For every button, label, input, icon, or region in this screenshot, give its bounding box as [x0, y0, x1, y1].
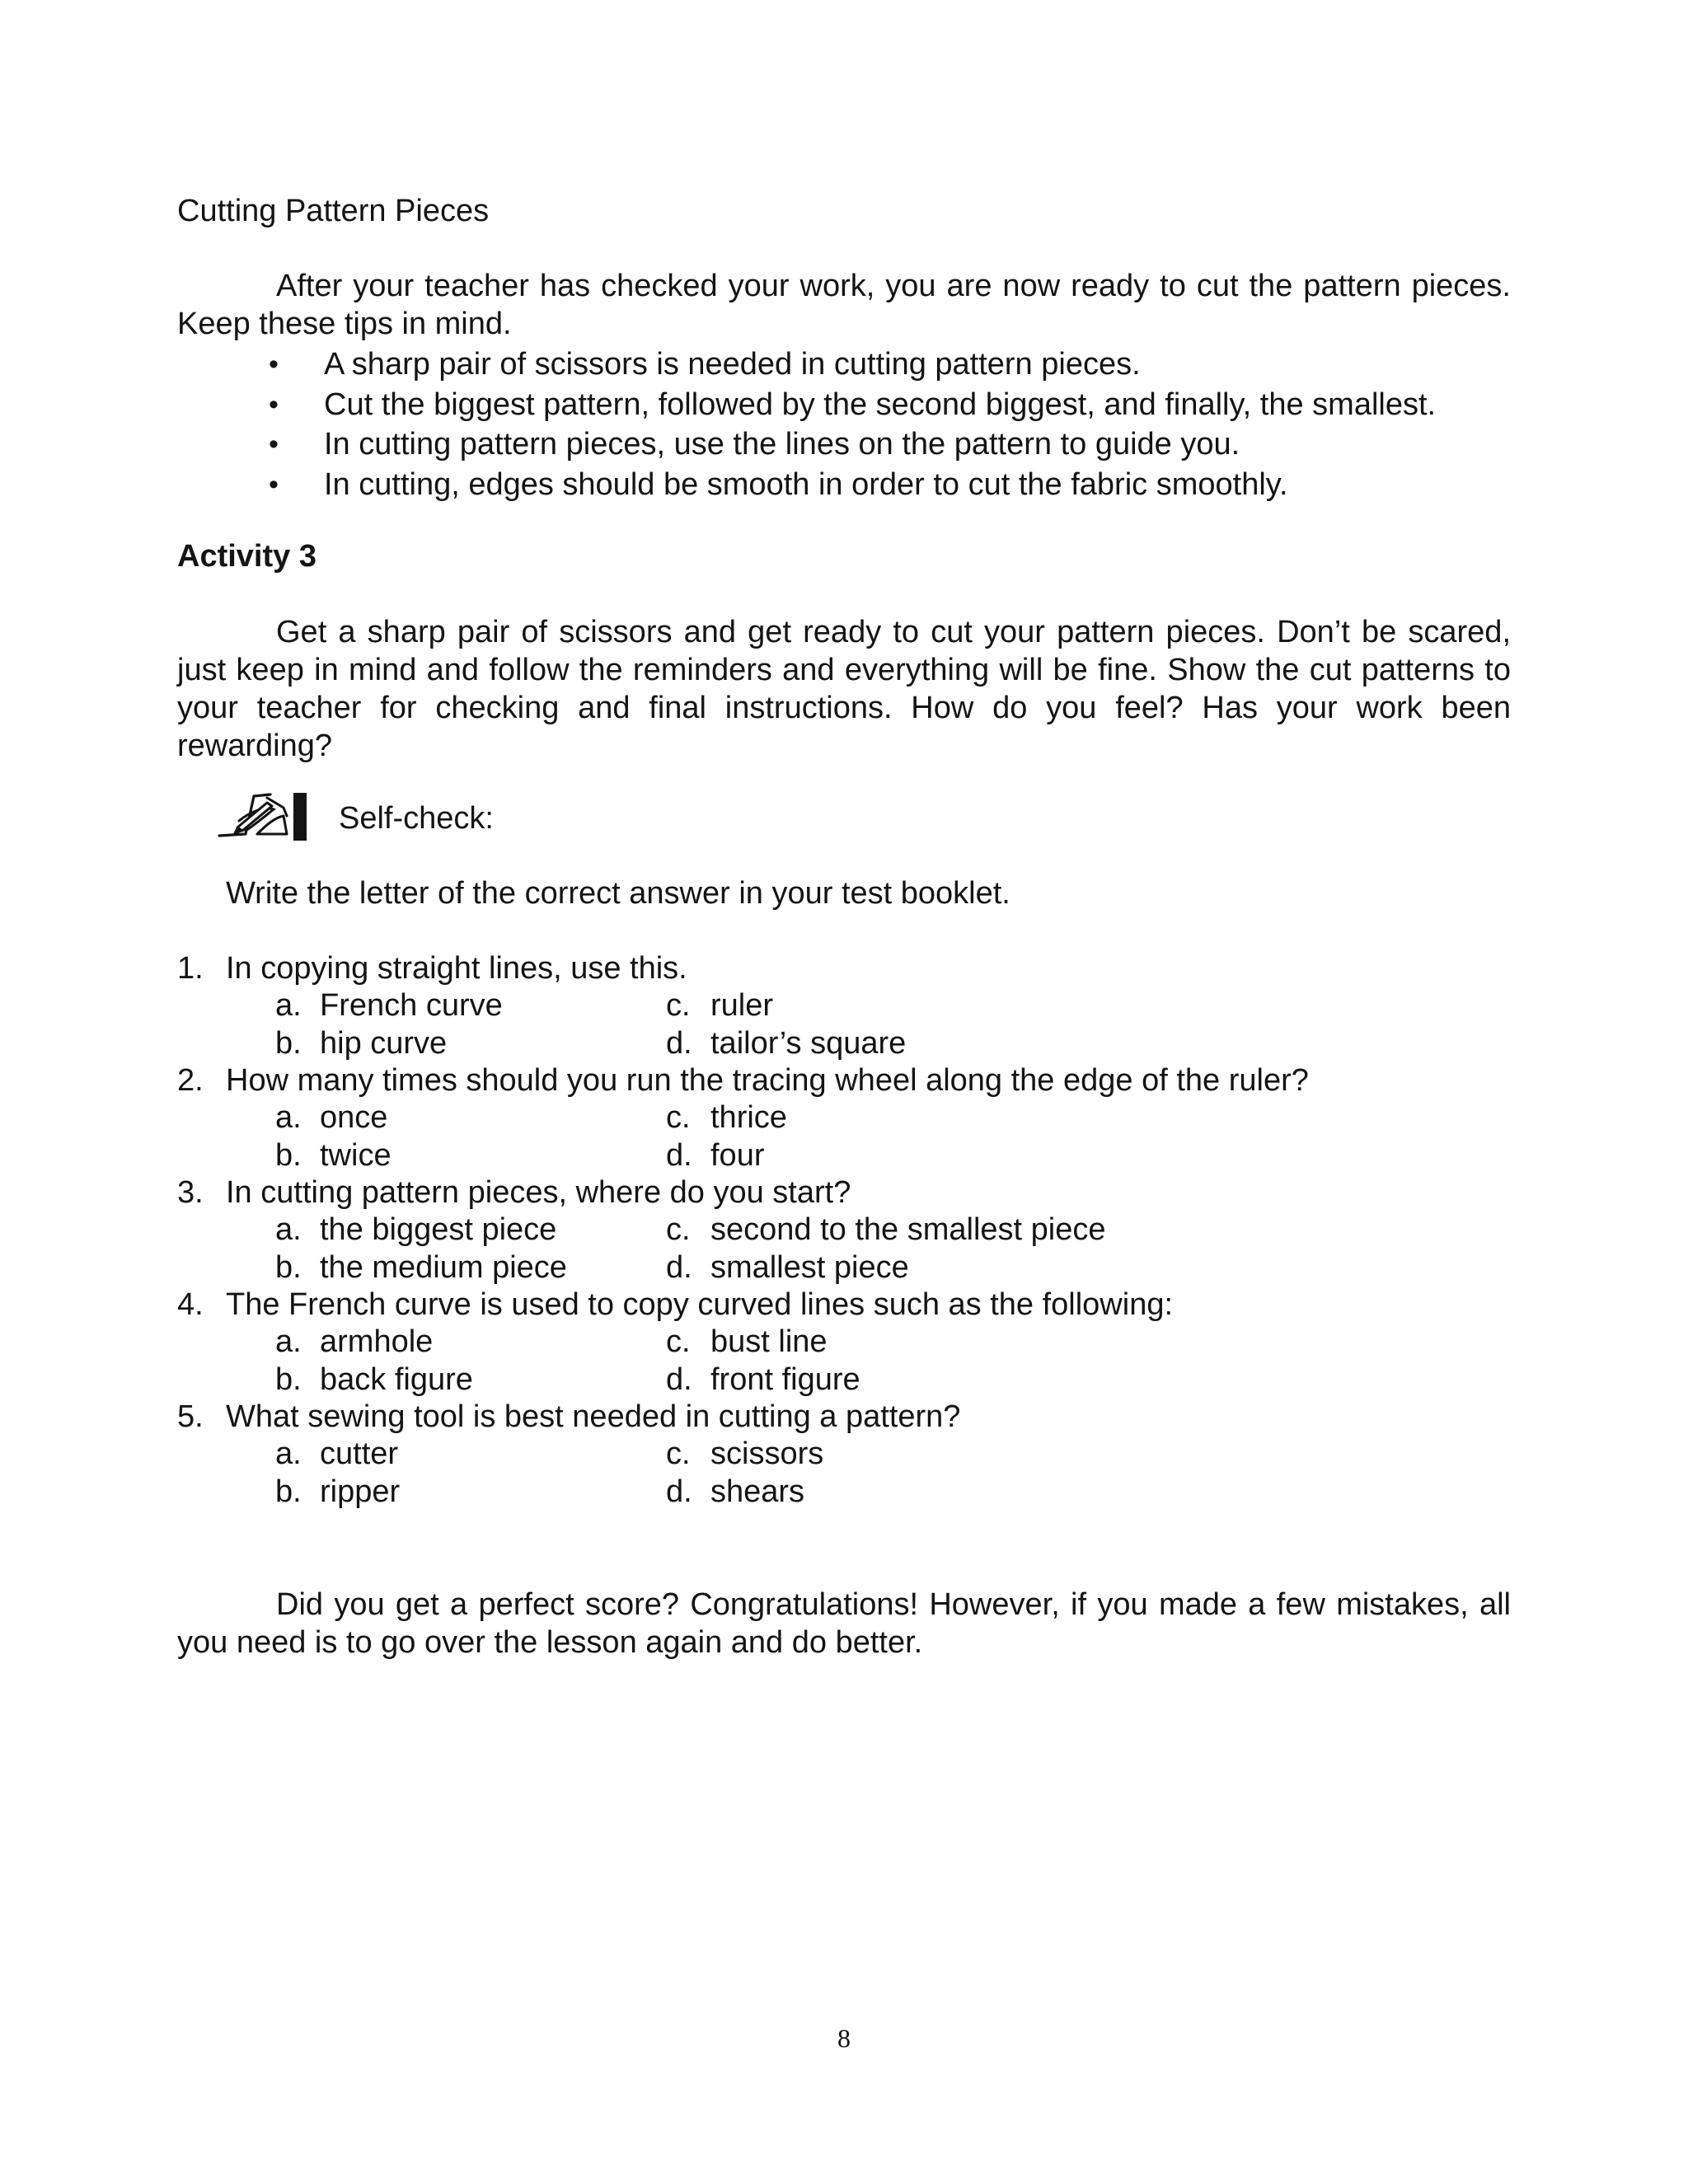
self-check-label: Self-check:	[339, 801, 494, 836]
option-text: bust line	[710, 1324, 828, 1359]
option-letter: b.	[275, 1026, 302, 1061]
question-number: 5.	[177, 1399, 204, 1434]
intro-paragraph: After your teacher has checked your work, you are now ready to cut the pattern pieces. Keep these tips in mind.	[177, 269, 1511, 341]
option-letter: b.	[275, 1362, 302, 1397]
option-letter: a.	[275, 988, 302, 1023]
option-text: armhole	[320, 1324, 434, 1359]
bullet-icon: •	[269, 429, 279, 460]
question-number: 3.	[177, 1175, 204, 1210]
option-letter: d.	[666, 1026, 692, 1061]
option-text: second to the smallest piece	[710, 1212, 1106, 1247]
option-text: the medium piece	[320, 1250, 567, 1285]
option-letter: a.	[275, 1324, 302, 1359]
option-letter: d.	[666, 1474, 692, 1509]
bullet-icon: •	[269, 388, 279, 420]
option-letter: b.	[275, 1250, 302, 1285]
option-letter: a.	[275, 1436, 302, 1471]
tip-text: Cut the biggest pattern, followed by the second biggest, and finally, the smallest.	[324, 387, 1437, 422]
option-text: smallest piece	[710, 1250, 909, 1285]
option-text: hip curve	[320, 1026, 448, 1061]
question-text: How many times should you run the tracing wheel along the edge of the ruler?	[226, 1063, 1309, 1098]
option-text: French curve	[320, 988, 503, 1023]
option-text: the biggest piece	[320, 1212, 557, 1247]
option-text: twice	[320, 1138, 392, 1173]
section-title: Cutting Pattern Pieces	[177, 194, 490, 228]
option-text: once	[320, 1100, 388, 1135]
option-text: cutter	[320, 1436, 399, 1471]
question-text: What sewing tool is best needed in cutting a pattern?	[226, 1399, 961, 1434]
question-text: In copying straight lines, use this.	[226, 951, 687, 986]
question-text: The French curve is used to copy curved lines such as the following:	[226, 1287, 1174, 1322]
option-text: scissors	[710, 1436, 824, 1471]
page-number: 8	[837, 2023, 851, 2053]
tip-text: A sharp pair of scissors is needed in cutting pattern pieces.	[324, 347, 1141, 382]
option-text: ripper	[320, 1474, 401, 1509]
option-text: four	[710, 1138, 765, 1173]
option-letter: c.	[666, 1212, 691, 1247]
option-text: back figure	[320, 1362, 473, 1397]
closing-paragraph: Did you get a perfect score? Congratulations! However, if you made a few mistakes, all you need is to go over the lesson again and do better.	[177, 1587, 1511, 1660]
option-text: thrice	[710, 1100, 787, 1135]
option-letter: c.	[666, 1100, 691, 1135]
question-text: In cutting pattern pieces, where do you start?	[226, 1175, 851, 1210]
option-letter: c.	[666, 1436, 691, 1471]
option-text: front figure	[710, 1362, 860, 1397]
option-text: shears	[710, 1474, 805, 1509]
option-letter: b.	[275, 1474, 302, 1509]
instruction-text: Write the letter of the correct answer in your test booklet.	[226, 876, 1010, 911]
option-letter: b.	[275, 1138, 302, 1173]
bullet-icon: •	[269, 349, 279, 380]
option-letter: a.	[275, 1212, 302, 1247]
option-letter: d.	[666, 1362, 692, 1397]
activity-paragraph: Get a sharp pair of scissors and get ready to cut your pattern pieces. Don’t be scared, just keep in mind and follow the reminders and everything will be fine. Show the cut patterns to your teacher for checking and final instructions. How do you feel? Has your work been rewarding?	[177, 615, 1511, 763]
activity-title: Activity 3	[177, 539, 316, 574]
tip-text: In cutting pattern pieces, use the lines on the pattern to guide you.	[324, 427, 1240, 462]
writing-hand-icon	[216, 788, 313, 844]
option-letter: c.	[666, 1324, 691, 1359]
question-number: 1.	[177, 951, 204, 986]
option-text: tailor’s square	[710, 1026, 907, 1061]
option-letter: a.	[275, 1100, 302, 1135]
option-letter: c.	[666, 988, 691, 1023]
option-letter: d.	[666, 1138, 692, 1173]
option-letter: d.	[666, 1250, 692, 1285]
question-number: 2.	[177, 1063, 204, 1098]
bullet-icon: •	[269, 468, 279, 500]
tip-text: In cutting, edges should be smooth in order to cut the fabric smoothly.	[324, 466, 1288, 502]
option-text: ruler	[710, 988, 774, 1023]
question-number: 4.	[177, 1287, 204, 1322]
